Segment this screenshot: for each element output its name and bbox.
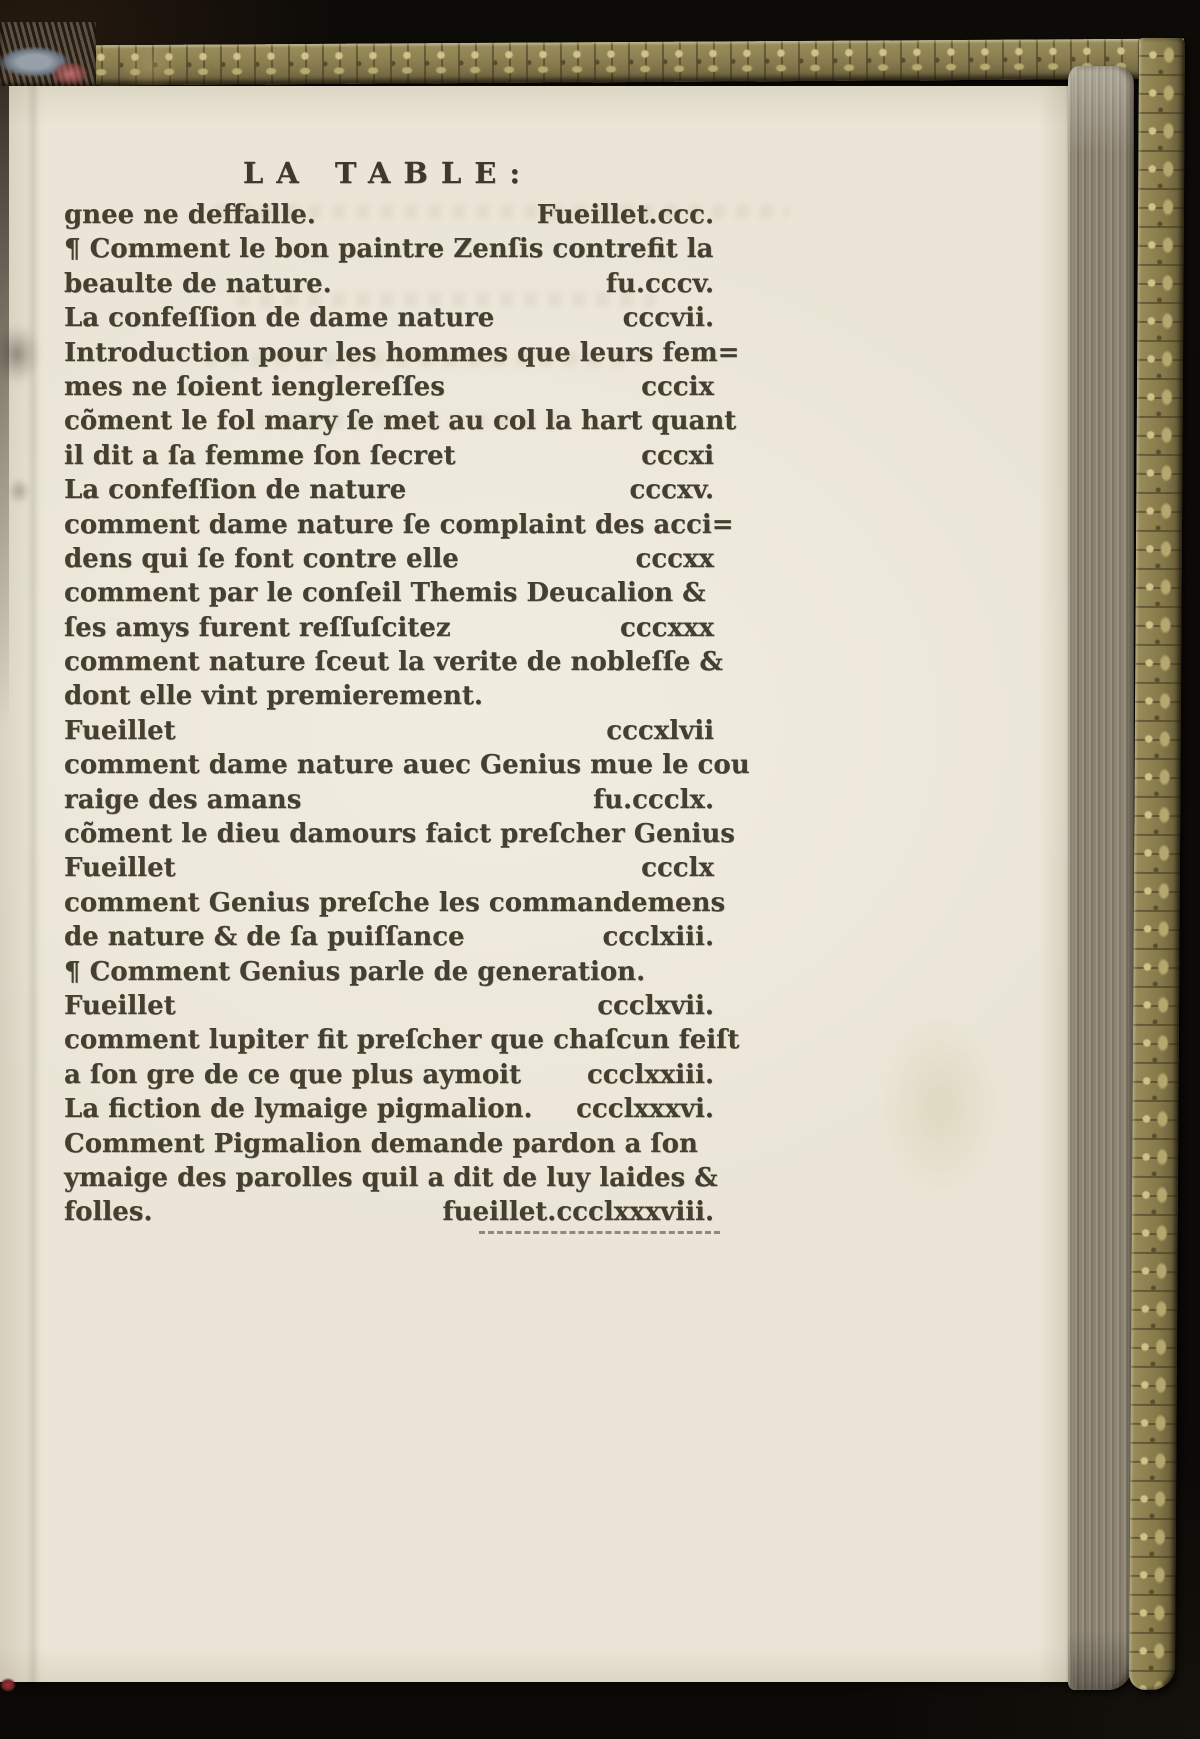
toc-row — [64, 748, 750, 782]
table-of-contents — [64, 198, 750, 1230]
paper-stain — [880, 1016, 1000, 1196]
toc-row — [64, 1092, 714, 1126]
toc-row — [64, 783, 714, 817]
toc-folio-number: ccclx — [641, 853, 714, 884]
book-fore-edge — [1068, 66, 1134, 1690]
toc-entry-text: dont elle vint premierement. — [64, 681, 483, 712]
spine-headband — [0, 22, 96, 88]
toc-row — [64, 611, 714, 645]
toc-entry-text: raige des amans — [64, 784, 302, 815]
toc-folio-number: ccclxxiii. — [586, 1059, 714, 1090]
toc-row — [64, 473, 714, 507]
toc-row — [64, 1161, 718, 1195]
toc-entry-text: mes ne ſoient ienglereſſes — [64, 371, 445, 402]
toc-row — [64, 851, 714, 885]
toc-entry-text: ¶ Comment le bon paintre Zenſis contrefit la — [64, 234, 714, 265]
toc-entry-text: dens qui ſe font contre elle — [64, 543, 459, 574]
toc-entry-text: de nature & de ſa puiſſance — [64, 922, 465, 953]
gilt-top-edge-ornament — [84, 39, 1184, 86]
toc-entry-text: comment Genius preſche les commandemens — [64, 887, 726, 918]
toc-folio-number: cccxlvii — [606, 715, 714, 746]
toc-row — [64, 336, 740, 370]
toc-row — [64, 714, 714, 748]
toc-row — [64, 576, 714, 610]
toc-folio-number: ccclxxxvi. — [576, 1094, 714, 1125]
toc-entry-text: Introduction pour les hommes que leurs fem= — [64, 337, 740, 368]
toc-row — [64, 1127, 714, 1161]
toc-row — [64, 645, 723, 679]
spine-edge-sliver — [0, 86, 9, 726]
toc-entry-text: comment par le conſeil Themis Deucalion & — [64, 578, 706, 609]
toc-row — [64, 1058, 714, 1092]
toc-entry-text: beaulte de nature. — [64, 268, 332, 299]
ink-smudge — [8, 478, 30, 504]
toc-entry-text: comment lupiter fit preſcher que chaſcun feiſt — [64, 1025, 740, 1056]
toc-row — [64, 817, 735, 851]
toc-row — [64, 301, 714, 335]
toc-entry-text: il dit a ſa femme ſon ſecret — [64, 440, 456, 471]
red-paint-spot — [0, 1678, 16, 1692]
toc-row — [64, 920, 714, 954]
toc-entry-text: comment dame nature auec Genius mue le cou — [64, 750, 750, 781]
toc-folio-number: cccvii. — [622, 303, 714, 334]
toc-row — [64, 1195, 714, 1229]
toc-folio-number: ccclxiii. — [602, 922, 714, 953]
toc-entry-text: Comment Pigmalion demande pardon a ſon — [64, 1128, 698, 1159]
toc-folio-number: fu.ccclx. — [592, 784, 714, 815]
toc-row — [64, 955, 714, 989]
toc-folio-number: cccxxx — [620, 612, 714, 643]
toc-entry-text: Fueillet — [64, 990, 176, 1021]
toc-entry-text: La confeſſion de nature — [64, 475, 407, 506]
toc-row — [64, 232, 714, 266]
toc-row — [64, 404, 737, 438]
toc-entry-text: gnee ne deffaille. — [64, 200, 316, 230]
toc-entry-text: Fueillet — [64, 715, 176, 746]
toc-folio-number: cccxx — [635, 543, 714, 574]
toc-row — [64, 886, 726, 920]
toc-folio-number: Fueillet.ccc. — [536, 200, 714, 230]
toc-entry-text: ſes amys furent reſſuſcitez — [64, 612, 451, 643]
toc-row — [64, 542, 714, 576]
toc-folio-number: fu.cccv. — [605, 268, 714, 299]
toc-row — [64, 370, 714, 404]
page-title: LA TABLE: — [242, 156, 534, 190]
toc-folio-number: fueillet.ccclxxxviii. — [434, 1195, 714, 1229]
toc-entry-text: cõment le fol mary ſe met au col la hart quant — [64, 406, 737, 437]
toc-row — [64, 439, 714, 473]
toc-row — [64, 198, 714, 232]
toc-entry-text: ¶ Comment Genius parle de generation. — [64, 956, 646, 987]
toc-entry-text: ymaige des parolles quil a dit de luy laides & — [64, 1162, 718, 1193]
toc-folio-number: cccix — [641, 371, 714, 402]
toc-entry-text: La fiction de lymaige pigmalion. — [64, 1094, 533, 1125]
toc-entry-text: comment dame nature ſe complaint des acci= — [64, 509, 734, 540]
toc-row — [64, 1023, 740, 1057]
toc-row — [64, 508, 734, 542]
gutter-shadow — [26, 86, 40, 1682]
toc-row — [64, 679, 714, 713]
toc-folio-number: cccxi — [641, 440, 714, 471]
paper-stain — [120, 46, 180, 90]
toc-entry-text: folles. — [64, 1197, 153, 1228]
toc-entry-text: a ſon gre de ce que plus aymoit — [64, 1059, 522, 1090]
toc-entry-text: La confeſſion de dame nature — [64, 303, 495, 334]
toc-row — [64, 989, 714, 1023]
toc-folio-number: ccclxvii. — [597, 990, 714, 1021]
toc-entry-text: cõment le dieu damours faict preſcher Genius — [64, 819, 735, 850]
gilt-right-border-ornament — [1129, 38, 1185, 1690]
toc-entry-text: Fueillet — [64, 853, 176, 884]
toc-row — [64, 267, 714, 301]
toc-entry-text: comment nature ſceut la verite de nobleſſe & — [64, 647, 723, 678]
toc-folio-number: cccxv. — [629, 475, 714, 506]
